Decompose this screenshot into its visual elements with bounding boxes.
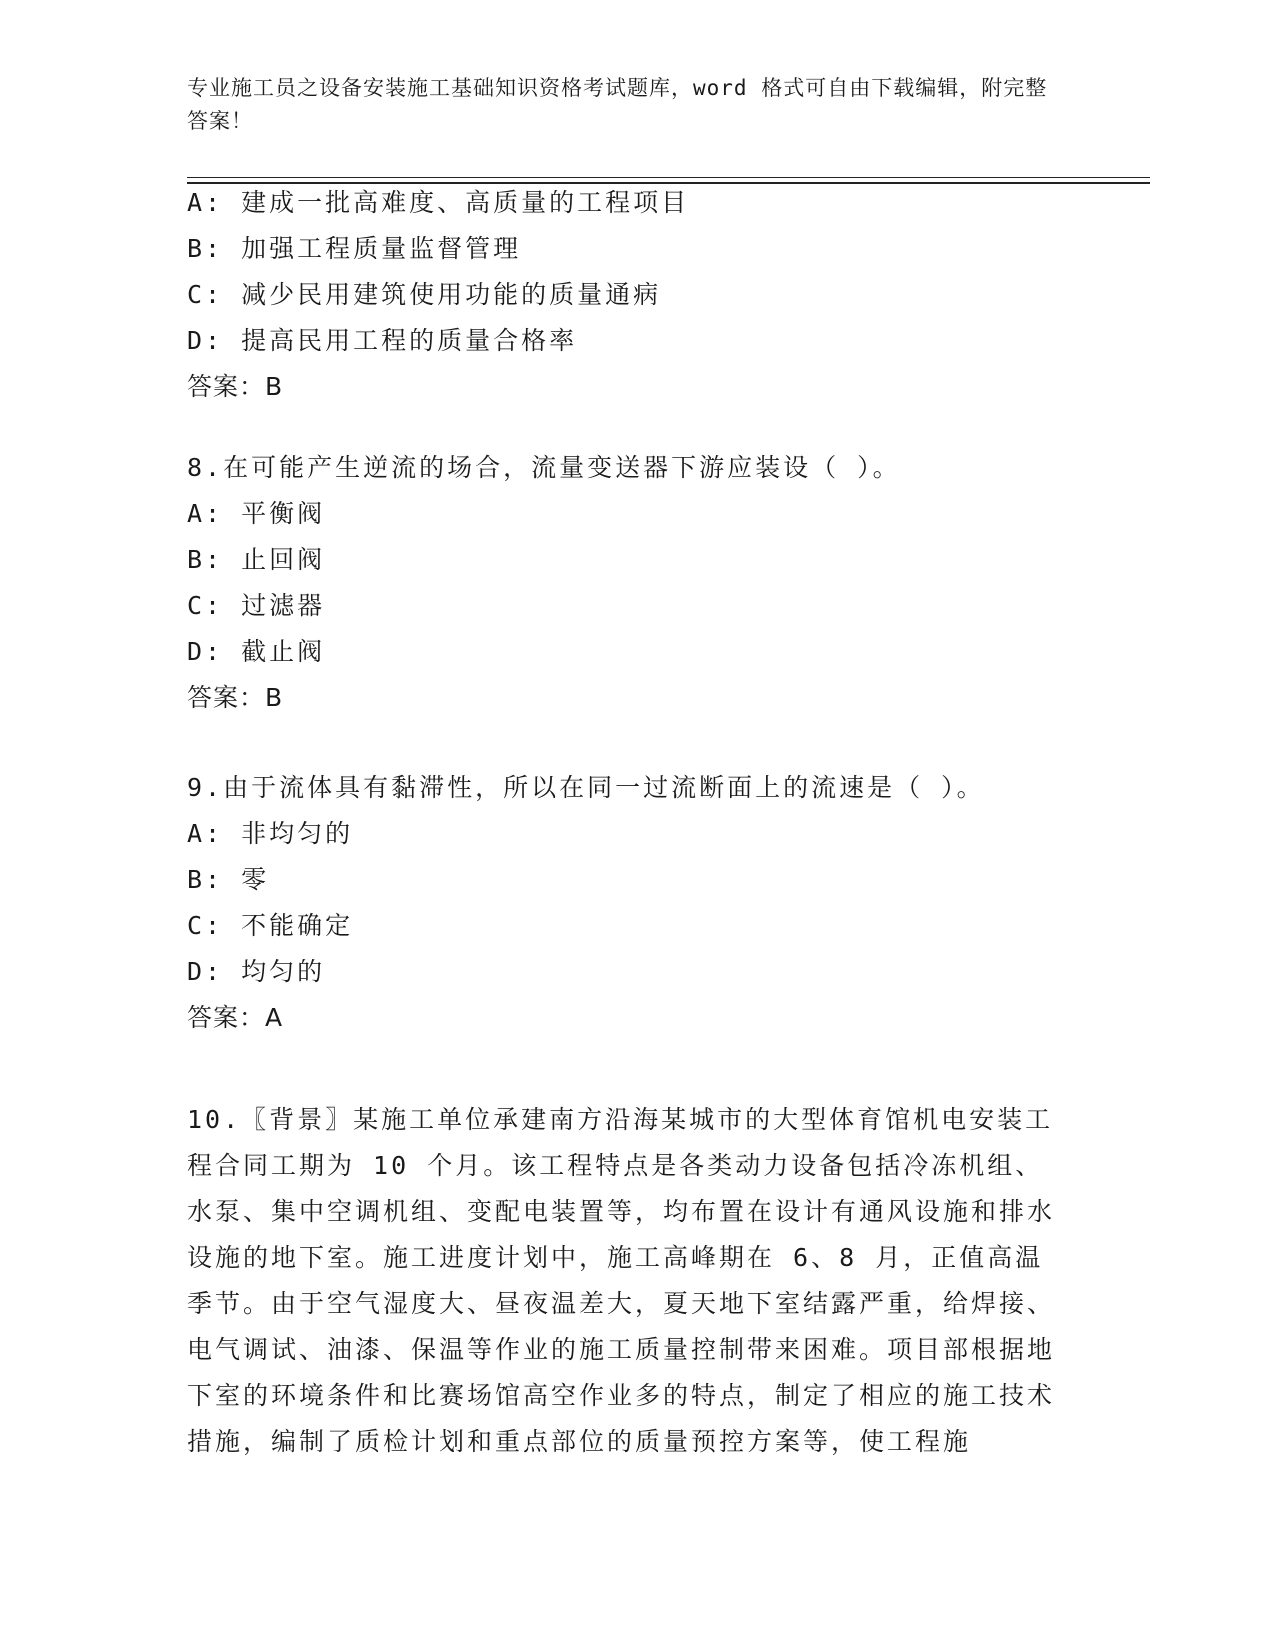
option-d: D: 均匀的 xyxy=(187,957,326,986)
option-d: D: 提高民用工程的质量合格率 xyxy=(187,326,578,355)
header-title: 专业施工员之设备安装施工基础知识资格考试题库，word 格式可自由下载编辑，附完整答案！ xyxy=(187,76,1048,133)
question-text: 9.由于流体具有黏滞性，所以在同一过流断面上的流速是（ ）。 xyxy=(187,773,985,802)
question-text: 8.在可能产生逆流的场合，流量变送器下游应装设（ ）。 xyxy=(187,453,901,482)
option-a: A: 非均匀的 xyxy=(187,819,354,848)
option-c: C: 减少民用建筑使用功能的质量通病 xyxy=(187,280,662,309)
answer: 答案：A xyxy=(187,1003,284,1032)
answer: 答案：B xyxy=(187,372,284,401)
option-b: B: 止回阀 xyxy=(187,545,326,574)
option-d: D: 截止阀 xyxy=(187,637,326,666)
option-a: A: 平衡阀 xyxy=(187,499,326,528)
header-divider-thin xyxy=(187,177,1150,178)
question-text: 10.〖背景〗某施工单位承建南方沿海某城市的大型体育馆机电安装工程合同工期为 10 个月。该工程特点是各类动力设备包括冷冻机组、水泵、集中空调机组、变配电装置等，均布置在设计有通风设施和排水设施的地下室。施工进度计划中，施工高峰期在 6、8 月，正值高温季节。由于空气湿度大、昼夜温差大，夏天地下室结露严重，给焊接、电气调试、油漆、保温等作业的施工质量控制带来困难。项目部根据地下室的环境条件和比赛场馆高空作业多的特点，制定了相应的施工技术措施，编制了质检计划和重点部位的质量预控方案等，使工程施 xyxy=(187,1105,1056,1456)
question-7 xyxy=(187,180,689,410)
question-8 xyxy=(187,445,901,721)
option-a: A: 建成一批高难度、高质量的工程项目 xyxy=(187,188,690,217)
document-header xyxy=(187,72,1067,138)
question-10 xyxy=(187,1097,1067,1465)
answer: 答案：B xyxy=(187,683,284,712)
option-c: C: 不能确定 xyxy=(187,911,354,940)
option-b: B: 加强工程质量监督管理 xyxy=(187,234,522,263)
question-9 xyxy=(187,765,985,1041)
option-b: B: 零 xyxy=(187,865,270,894)
option-c: C: 过滤器 xyxy=(187,591,326,620)
